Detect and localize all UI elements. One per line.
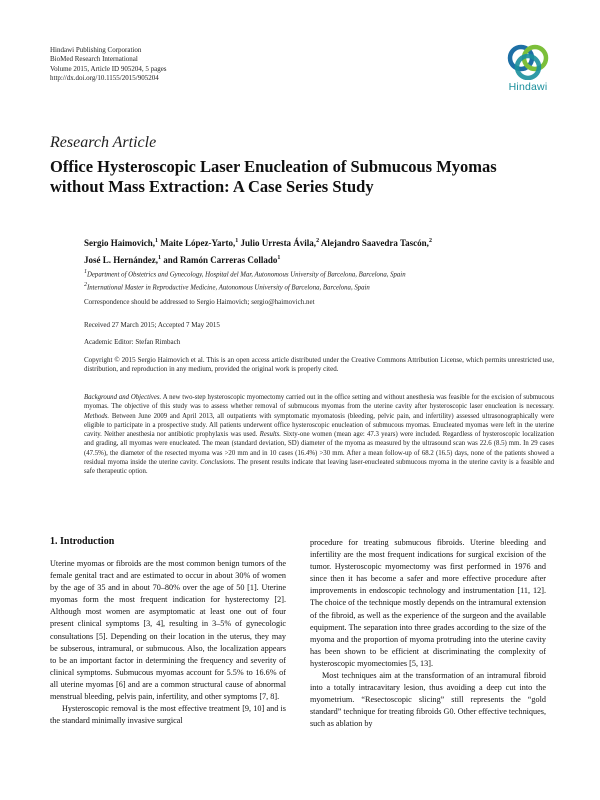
author-list <box>84 234 564 268</box>
author-name[interactable]: Julio Urresta Ávila, <box>240 238 317 248</box>
title-line-2: without Mass Extraction: A Case Series Study <box>50 177 374 196</box>
author-affiliation-mark: 2 <box>316 238 320 244</box>
article-type: Research Article <box>50 134 157 151</box>
abstract-conclusions: The present results indicate that leaving laser-enucleated submucous myoma in the uterine cavity is a feasible and safe therapeutic option. <box>84 459 554 476</box>
body-paragraph: procedure for treating submucous fibroids. Uterine bleeding and infertility are the most frequent indications for surgical excision of the tumor. Hysteroscopic myomectomy was first performed in 1976 and since then it has become a safer and more effective procedure after improvements in endoscopic technology and instrumentation [11, 12]. The choice of the technique mostly depends on the intramural extension of the fibroid, as well as the experience of the surgeon and the available equipment. The separation into three grades according to the size of the myoma and the proportion of myoma protruding into the uterine cavity has been shown to be efficient at discriminating the complexity of hysteroscopic myomectomies [5, 13]. <box>310 538 547 668</box>
academic-editor: Academic Editor: Stefan Rimbach <box>84 338 181 346</box>
received-dates: Received 27 March 2015; Accepted 7 May 2015 <box>84 321 220 329</box>
author-name[interactable]: Sergio Haimovich, <box>84 238 155 248</box>
volume-info: Volume 2015, Article ID 905204, 5 pages <box>50 64 167 73</box>
affiliations <box>84 267 564 294</box>
hindawi-logo <box>498 42 558 93</box>
abstract-methods: Between June 2009 and April 2013, all outpatients with symptomatic myomatosis (bleeding, pelvic pain, and infertility) assessed ultrasonographically were eligible to participate in a prospective study. All patients underwent office hysteroscopic enucleation of submucous myomas. Enucleated myomas were left in the uterine cavity. Neither anesthesia nor antibiotic prophylaxis was used. <box>84 412 554 439</box>
body-column-right <box>310 537 546 731</box>
abstract-results: Sixty-one women (mean age: 47.3 years) were included. Regardless of hysteroscopic localization and grading, all myomas were enucleated. The mean (standard deviation, SD) diameter of the myoma as measured by the ultrasound scan was 22.6 (8.5) mm. In 29 cases (47.5%), the diameter of the resected myoma was >20 mm and in 10 cases (16.4%) >30 mm. After a mean follow-up of 68.2 (16.5) days, none of the patients showed a residual myoma inside the uterine cavity. <box>84 431 555 467</box>
article-title <box>50 157 570 197</box>
abstract-label-results: Results. <box>259 431 282 439</box>
affiliation-mark: 2 <box>84 282 87 289</box>
doi-link[interactable]: http://dx.doi.org/10.1155/2015/905204 <box>50 74 159 83</box>
author-affiliation-mark: 1 <box>155 238 158 244</box>
author-affiliation-mark: 1 <box>277 255 281 261</box>
hindawi-logo-icon <box>505 42 551 80</box>
author-name[interactable]: and Ramón Carreras Collado <box>163 255 278 265</box>
body-paragraph: Most techniques aim at the transformation of an intramural fibroid into a totally intracavitary lesion, thus avoiding a deep cut into the myometrium. “Resectoscopic slicing” still represents the “gold standard” technique for treating fibroids G0. Other effective techniques, such as ablation by <box>310 671 546 729</box>
hindawi-logo-text: Hindawi <box>508 81 548 93</box>
title-line-1: Office Hysteroscopic Laser Enucleation of Submucous Myomas <box>50 157 497 176</box>
publication-info <box>50 46 167 84</box>
abstract-label-conclusions: Conclusions. <box>200 459 236 467</box>
section-heading-introduction: 1. Introduction <box>50 536 115 547</box>
body-column-left <box>50 558 286 727</box>
author-affiliation-mark: 1 <box>158 255 161 261</box>
author-name[interactable]: Alejandro Saavedra Tascón, <box>320 238 429 248</box>
affiliation-item <box>84 267 564 280</box>
body-paragraph: Hysteroscopic removal is the most effective treatment [9, 10] and is the standard minimally invasive surgical <box>50 704 286 726</box>
abstract-label-background: Background and Objectives. <box>84 394 162 401</box>
publisher-name: Hindawi Publishing Corporation <box>50 46 142 54</box>
affiliation-text: Department of Obstetrics and Gynecology, Hospital del Mar, Autonomous University of Barcelona, Barcelona, Spain <box>87 271 406 279</box>
author-affiliation-mark: 1 <box>235 238 239 244</box>
affiliation-item <box>84 280 564 293</box>
abstract <box>84 393 554 477</box>
body-paragraph: Uterine myomas or fibroids are the most common benign tumors of the female genital tract and are estimated to occur in about 30% of women by the age of 35 and in about 70–80% over the age of 50 [1]. Uterine myomas form the most frequent indication for hysterectomy [2]. Although most women are asymptomatic at least one out of four present clinical symptoms [3, 4], resulting in 3–5% of gynecologic consultations [5]. Depending on their location in the uterus, they may be subserous, intramural, or submucous. Also, the localization appears to be an important factor in determining the frequency and severity of clinical symptoms. Submucous myomas account for 5.5% to 16.6% of all uterine myomas [6] and are a common structural cause of abnormal menstrual bleeding, pelvis pain, infertility, and other symptoms [7, 8]. <box>50 559 286 702</box>
journal-name: BioMed Research International <box>50 55 138 64</box>
author-name[interactable]: Maite López-Yarto, <box>160 238 236 248</box>
abstract-background: A new two-step hysteroscopic myomectomy carried out in the office setting and without anesthesia was feasible for the excision of submucous myomas. The objective of this study was to assess whether removal of submucous myomas from the uterine cavity after hysteroscopic laser enucleation is necessary. <box>84 394 555 411</box>
copyright-notice: Copyright © 2015 Sergio Haimovich et al. This is an open access article distributed under the Creative Commons Attribution License, which permits unrestricted use, distribution, and reproduction in any medium, provided the original work is properly cited. <box>84 356 554 374</box>
author-name[interactable]: José L. Hernández, <box>84 255 158 265</box>
author-affiliation-mark: 2 <box>428 238 432 244</box>
correspondence: Correspondence should be addressed to Sergio Haimovich; sergio@haimovich.net <box>84 298 315 306</box>
affiliation-mark: 1 <box>84 269 87 275</box>
affiliation-text: International Master in Reproductive Medicine, Autonomous University of Barcelona, Barcelona, Spain <box>87 284 370 292</box>
abstract-label-methods: Methods. <box>84 412 110 420</box>
